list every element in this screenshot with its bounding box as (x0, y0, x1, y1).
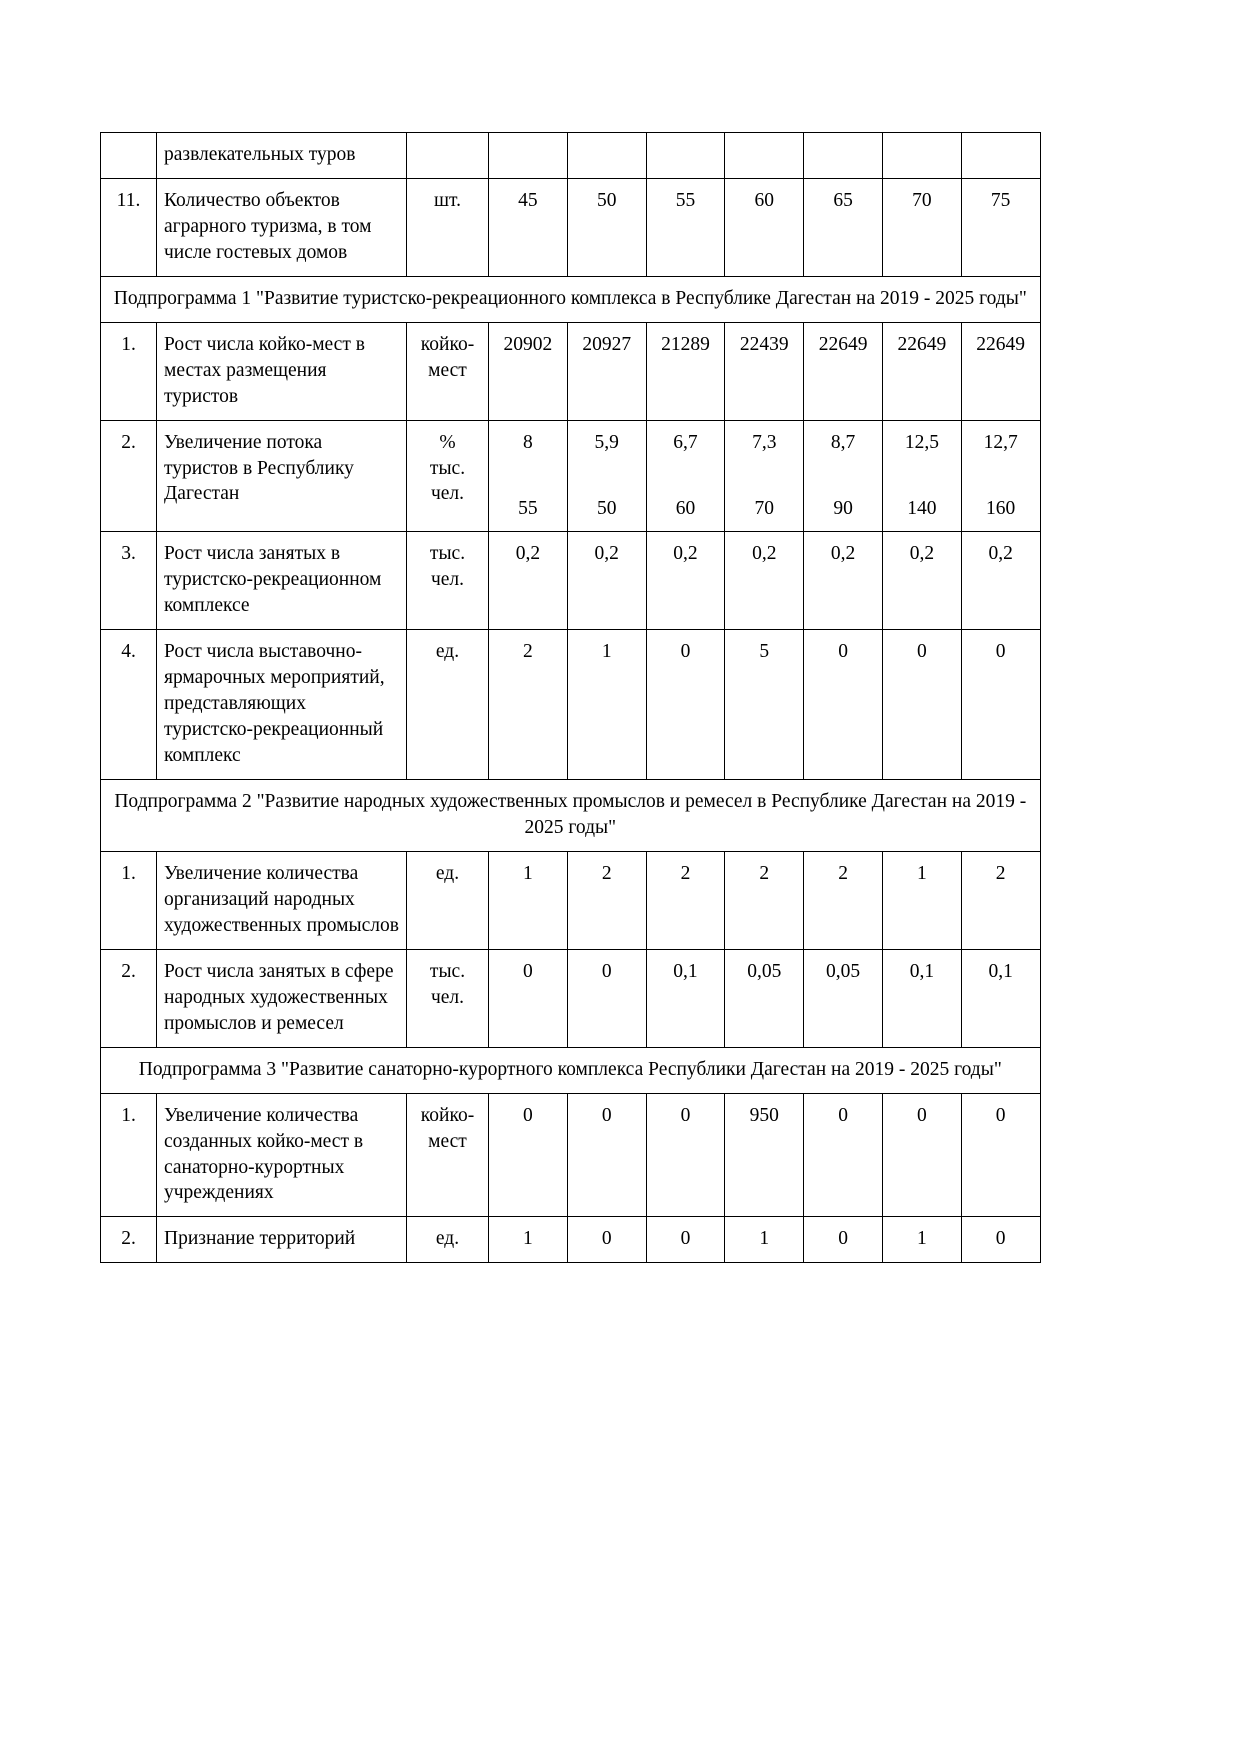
row-value-2023: 22649 (804, 322, 883, 420)
row-value-2023: 2 (804, 852, 883, 950)
row-value-2020-secondary: 50 (596, 497, 617, 519)
row-number: 1. (101, 1093, 157, 1217)
row-value-2022-secondary: 70 (754, 497, 775, 519)
row-value-2021-primary: 6,7 (673, 431, 698, 453)
row-unit: шт. (407, 178, 489, 276)
row-unit: койко-мест (407, 1093, 489, 1217)
row-value-2022 (725, 420, 804, 532)
row-value-2025: 0,1 (961, 949, 1040, 1047)
row-value-2023-secondary: 90 (833, 497, 853, 519)
row-value-2024: 0,2 (882, 532, 961, 630)
row-indicator-name: Рост числа выставочно-ярмарочных мероприятий, представляющих туристско-рекреационный комплекс (157, 630, 407, 780)
row-value-2022: 2 (725, 852, 804, 950)
indicators-table-body (101, 133, 1041, 1263)
row-value-2019: 0 (489, 949, 568, 1047)
row-value-2025 (961, 420, 1040, 532)
row-value-2019 (489, 420, 568, 532)
row-value-2024-secondary: 140 (907, 497, 937, 519)
row-value-2024: 1 (882, 852, 961, 950)
row-value-2020 (567, 420, 646, 532)
row-value-2025-primary: 12,7 (983, 431, 1018, 453)
row-value-2020: 2 (567, 852, 646, 950)
row-value-2020: 50 (567, 178, 646, 276)
row-indicator-name: Признание территорий (157, 1217, 407, 1263)
row-value-2024: 1 (882, 1217, 961, 1263)
row-number: 2. (101, 1217, 157, 1263)
row-value-2019: 2 (489, 630, 568, 780)
row-value-2020: 20927 (567, 322, 646, 420)
row-value-2020: 0 (567, 1093, 646, 1217)
table-row (101, 1217, 1041, 1263)
row-value-2025: 2 (961, 852, 1040, 950)
row-indicator-name: Рост числа занятых в туристско-рекреационном комплексе (157, 532, 407, 630)
row-indicator-name: Увеличение количества организаций народных художественных промыслов (157, 852, 407, 950)
row-value-2021-secondary: 60 (675, 497, 696, 519)
row-unit (407, 133, 489, 179)
row-value-2021: 0 (646, 1093, 725, 1217)
row-value-2024 (882, 420, 961, 532)
row-value-2022: 60 (725, 178, 804, 276)
row-value-2022: 22439 (725, 322, 804, 420)
row-value-2024 (882, 133, 961, 179)
row-value-2023 (804, 133, 883, 179)
row-value-2022: 0,2 (725, 532, 804, 630)
row-value-2021: 0 (646, 1217, 725, 1263)
table-row (101, 420, 1041, 532)
table-section-row (101, 1047, 1041, 1093)
row-value-2022: 950 (725, 1093, 804, 1217)
row-value-2022 (725, 133, 804, 179)
row-unit: ед. (407, 1217, 489, 1263)
row-value-2022-primary: 7,3 (752, 431, 777, 453)
row-value-2019: 45 (489, 178, 568, 276)
row-number: 1. (101, 322, 157, 420)
row-value-2023 (804, 420, 883, 532)
row-indicator-name: Увеличение потока туристов в Республику Дагестан (157, 420, 407, 532)
row-value-2023: 0,2 (804, 532, 883, 630)
row-indicator-name: Рост числа занятых в сфере народных художественных промыслов и ремесел (157, 949, 407, 1047)
row-value-2019: 20902 (489, 322, 568, 420)
row-value-2025-secondary: 160 (986, 497, 1016, 519)
row-value-2025: 0,2 (961, 532, 1040, 630)
row-indicator-name: Рост числа койко-мест в местах размещения туристов (157, 322, 407, 420)
row-number: 4. (101, 630, 157, 780)
row-value-2019 (489, 133, 568, 179)
subprogram-2-heading: Подпрограмма 2 "Развитие народных художественных промыслов и ремесел в Республике Дагестан на 2019 - 2025 годы" (101, 779, 1041, 851)
row-value-2021 (646, 133, 725, 179)
row-value-2023-primary: 8,7 (830, 431, 856, 453)
row-value-2024: 22649 (882, 322, 961, 420)
row-number (101, 133, 157, 179)
row-unit: койко-мест (407, 322, 489, 420)
row-value-2025: 0 (961, 630, 1040, 780)
row-value-2019: 0,2 (489, 532, 568, 630)
row-value-2020: 0,2 (567, 532, 646, 630)
row-value-2021: 0,2 (646, 532, 725, 630)
row-value-2019-secondary: 55 (518, 497, 538, 519)
row-value-2024: 0 (882, 630, 961, 780)
table-row (101, 322, 1041, 420)
table-row (101, 949, 1041, 1047)
row-value-2020: 1 (567, 630, 646, 780)
row-value-2024: 70 (882, 178, 961, 276)
row-value-2020 (567, 133, 646, 179)
indicators-table (100, 132, 1041, 1263)
row-value-2025: 0 (961, 1093, 1040, 1217)
row-number: 11. (101, 178, 157, 276)
row-unit: тыс. чел. (407, 532, 489, 630)
row-value-2024: 0,1 (882, 949, 961, 1047)
row-value-2022: 1 (725, 1217, 804, 1263)
row-value-2023: 0 (804, 1093, 883, 1217)
row-value-2021: 2 (646, 852, 725, 950)
subprogram-3-heading: Подпрограмма 3 "Развитие санаторно-курортного комплекса Республики Дагестан на 2019 - 2025 годы" (101, 1047, 1041, 1093)
table-row (101, 178, 1041, 276)
row-value-2024-primary: 12,5 (904, 431, 939, 453)
row-unit: тыс. чел. (407, 949, 489, 1047)
row-value-2025: 75 (961, 178, 1040, 276)
row-unit-secondary: тыс. чел. (429, 457, 466, 505)
row-value-2021: 0 (646, 630, 725, 780)
row-value-2021: 21289 (646, 322, 725, 420)
row-value-2022: 5 (725, 630, 804, 780)
row-value-2025: 22649 (961, 322, 1040, 420)
row-value-2019: 1 (489, 1217, 568, 1263)
row-indicator-name: Увеличение количества созданных койко-мест в санаторно-курортных учреждениях (157, 1093, 407, 1217)
row-indicator-name: развлекательных туров (157, 133, 407, 179)
row-value-2023: 65 (804, 178, 883, 276)
row-value-2020: 0 (567, 949, 646, 1047)
row-value-2023: 0,05 (804, 949, 883, 1047)
row-value-2019-primary: 8 (523, 431, 533, 453)
table-row (101, 630, 1041, 780)
row-number: 1. (101, 852, 157, 950)
row-value-2025 (961, 133, 1040, 179)
table-row (101, 532, 1041, 630)
table-section-row (101, 276, 1041, 322)
row-number: 3. (101, 532, 157, 630)
row-unit (407, 420, 489, 532)
table-section-row (101, 779, 1041, 851)
row-value-2024: 0 (882, 1093, 961, 1217)
row-value-2021 (646, 420, 725, 532)
table-row (101, 133, 1041, 179)
row-value-2025: 0 (961, 1217, 1040, 1263)
row-value-2019: 1 (489, 852, 568, 950)
subprogram-1-heading: Подпрограмма 1 "Развитие туристско-рекреационного комплекса в Республике Дагестан на 2019 - 2025 годы" (101, 276, 1041, 322)
row-value-2020: 0 (567, 1217, 646, 1263)
row-number: 2. (101, 420, 157, 532)
row-unit-primary: % (439, 431, 456, 453)
row-value-2021: 0,1 (646, 949, 725, 1047)
row-value-2020-primary: 5,9 (594, 431, 619, 453)
table-row (101, 1093, 1041, 1217)
row-unit: ед. (407, 630, 489, 780)
row-number: 2. (101, 949, 157, 1047)
row-unit: ед. (407, 852, 489, 950)
table-row (101, 852, 1041, 950)
row-indicator-name: Количество объектов аграрного туризма, в том числе гостевых домов (157, 178, 407, 276)
row-value-2023: 0 (804, 1217, 883, 1263)
row-value-2023: 0 (804, 630, 883, 780)
row-value-2022: 0,05 (725, 949, 804, 1047)
row-value-2021: 55 (646, 178, 725, 276)
row-value-2019: 0 (489, 1093, 568, 1217)
